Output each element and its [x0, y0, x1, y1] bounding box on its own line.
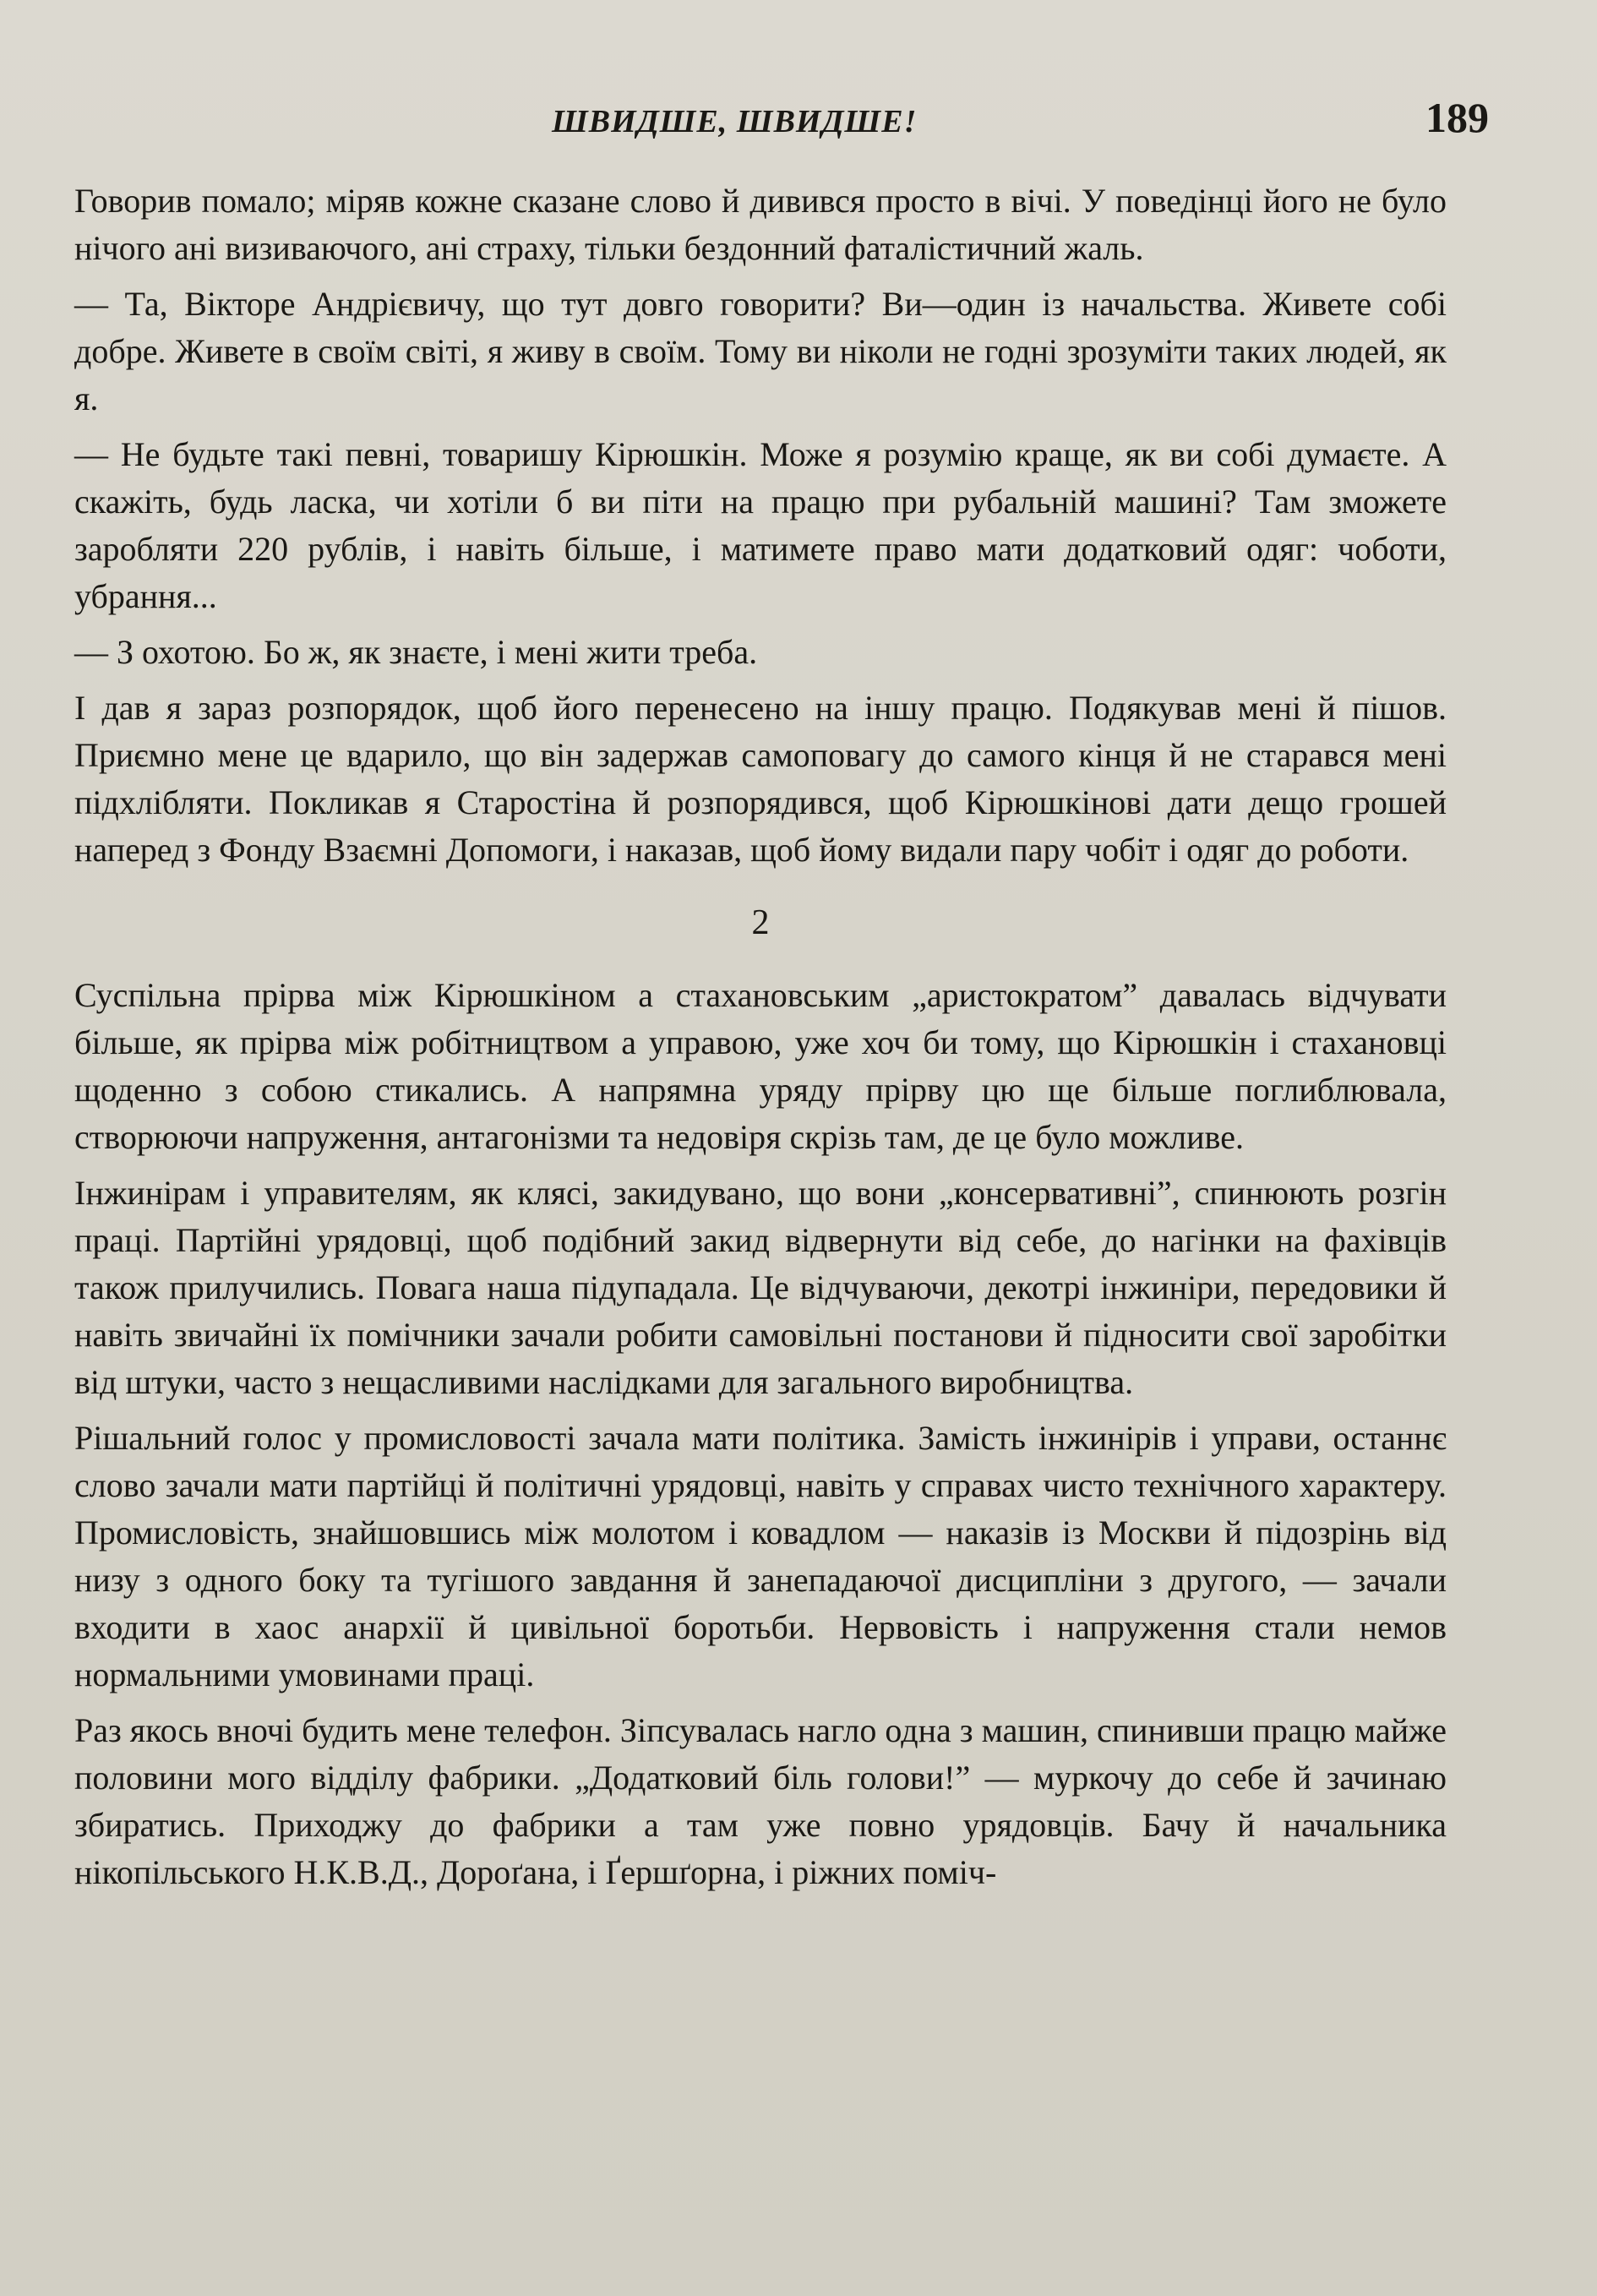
page-number: 189: [1425, 94, 1489, 141]
section-number: 2: [751, 903, 770, 942]
paragraph: — З охотою. Бо ж, як знаєте, і мені жити треба.: [74, 633, 758, 671]
paragraph: — Та, Вікторе Андрієвичу, що тут довго говорити? Ви—один із начальства. Живете собі добре. Живете в своїм світі, я живу в своїм. Тому ви ніколи не годні зрозуміти таких людей, як я.: [74, 285, 1447, 417]
page-header: [74, 93, 1489, 152]
paragraph: Раз якось вночі будить мене телефон. Зіпсувалась нагло одна з машин, спинивши працю майже половини мого відділу фабрики. „Додатковий біль голови!” — муркочу до себе й зачинаю збиратись. Приходжу до фабрики а там уже повно урядовців. Бачу й начальника нікопільського Н.К.В.Д., Дороґана, і Ґершґорна, і ріжних поміч-: [74, 1711, 1447, 1891]
running-title: ШВИДШЕ, ШВИДШЕ!: [552, 104, 918, 139]
paragraph: І дав я зараз розпорядок, щоб його перенесено на іншу працю. Подякував мені й пішов. Приємно мене це вдарило, що він задержав самоповагу до самого кінця й не старався мені підхлібляти. Покликав я Старостіна й розпорядився, щоб Кірюшкінові дати дещо грошей наперед з Фонду Взаємні Допомоги, і наказав, щоб йому видали пару чобіт і одяг до роботи.: [74, 689, 1447, 869]
paragraph: Інжинірам і управителям, як клясі, закидувано, що вони „консервативні”, спинюють розгін праці. Партійні урядовці, щоб подібний закид відвернути від себе, до нагінки на фахівців також прилучились. Повага наша підупадала. Це відчуваючи, декотрі інжиніри, передовики й навіть звичайні їх помічники зачали робити самовільні постанови й підносити свої заробітки від штуки, часто з нещасливими наслідками для загального виробництва.: [74, 1174, 1447, 1401]
paragraph: Суспільна прірва між Кірюшкіном а стахановським „аристократом” давалась відчувати більше, як прірва між робітництвом а управою, уже хоч би тому, що Кірюшкін і стахановці щоденно з собою стикались. А напрямна уряду прірву цю ще більше поглиблювала, створюючи напруження, антагонізми та недовіря скрізь там, де це було можливе.: [74, 976, 1447, 1156]
paragraph: — Не будьте такі певні, товаришу Кірюшкін. Може я розумію краще, як ви собі думаєте. А скажіть, будь ласка, чи хотіли б ви піти на працю при рубальній машині? Там зможете заробляти 220 рублів, і навіть більше, і матимете право мати додатковий одяг: чоботи, убрання...: [74, 435, 1447, 615]
paragraph: Рішальний голос у промисловості зачала мати політика. Замість інжинірів і управи, останнє слово зачали мати партійці й політичні урядовці, навіть у справах чисто технічного характеру. Промисловість, знайшовшись між молотом і ковадлом — наказів із Москви й підозрінь від низу з одного боку та тугішого завдання й занепадаючої дисципліни з другого, — зачали входити в хаос анархії й цивільної боротьби. Нервовість і напруження стали немов нормальними умовинами праці.: [74, 1419, 1447, 1693]
paragraph: Говорив помало; міряв кожне сказане слово й дивився просто в вічі. У поведінці його не було нічого ані визиваючого, ані страху, тільки бездонний фаталістичний жаль.: [74, 182, 1447, 267]
